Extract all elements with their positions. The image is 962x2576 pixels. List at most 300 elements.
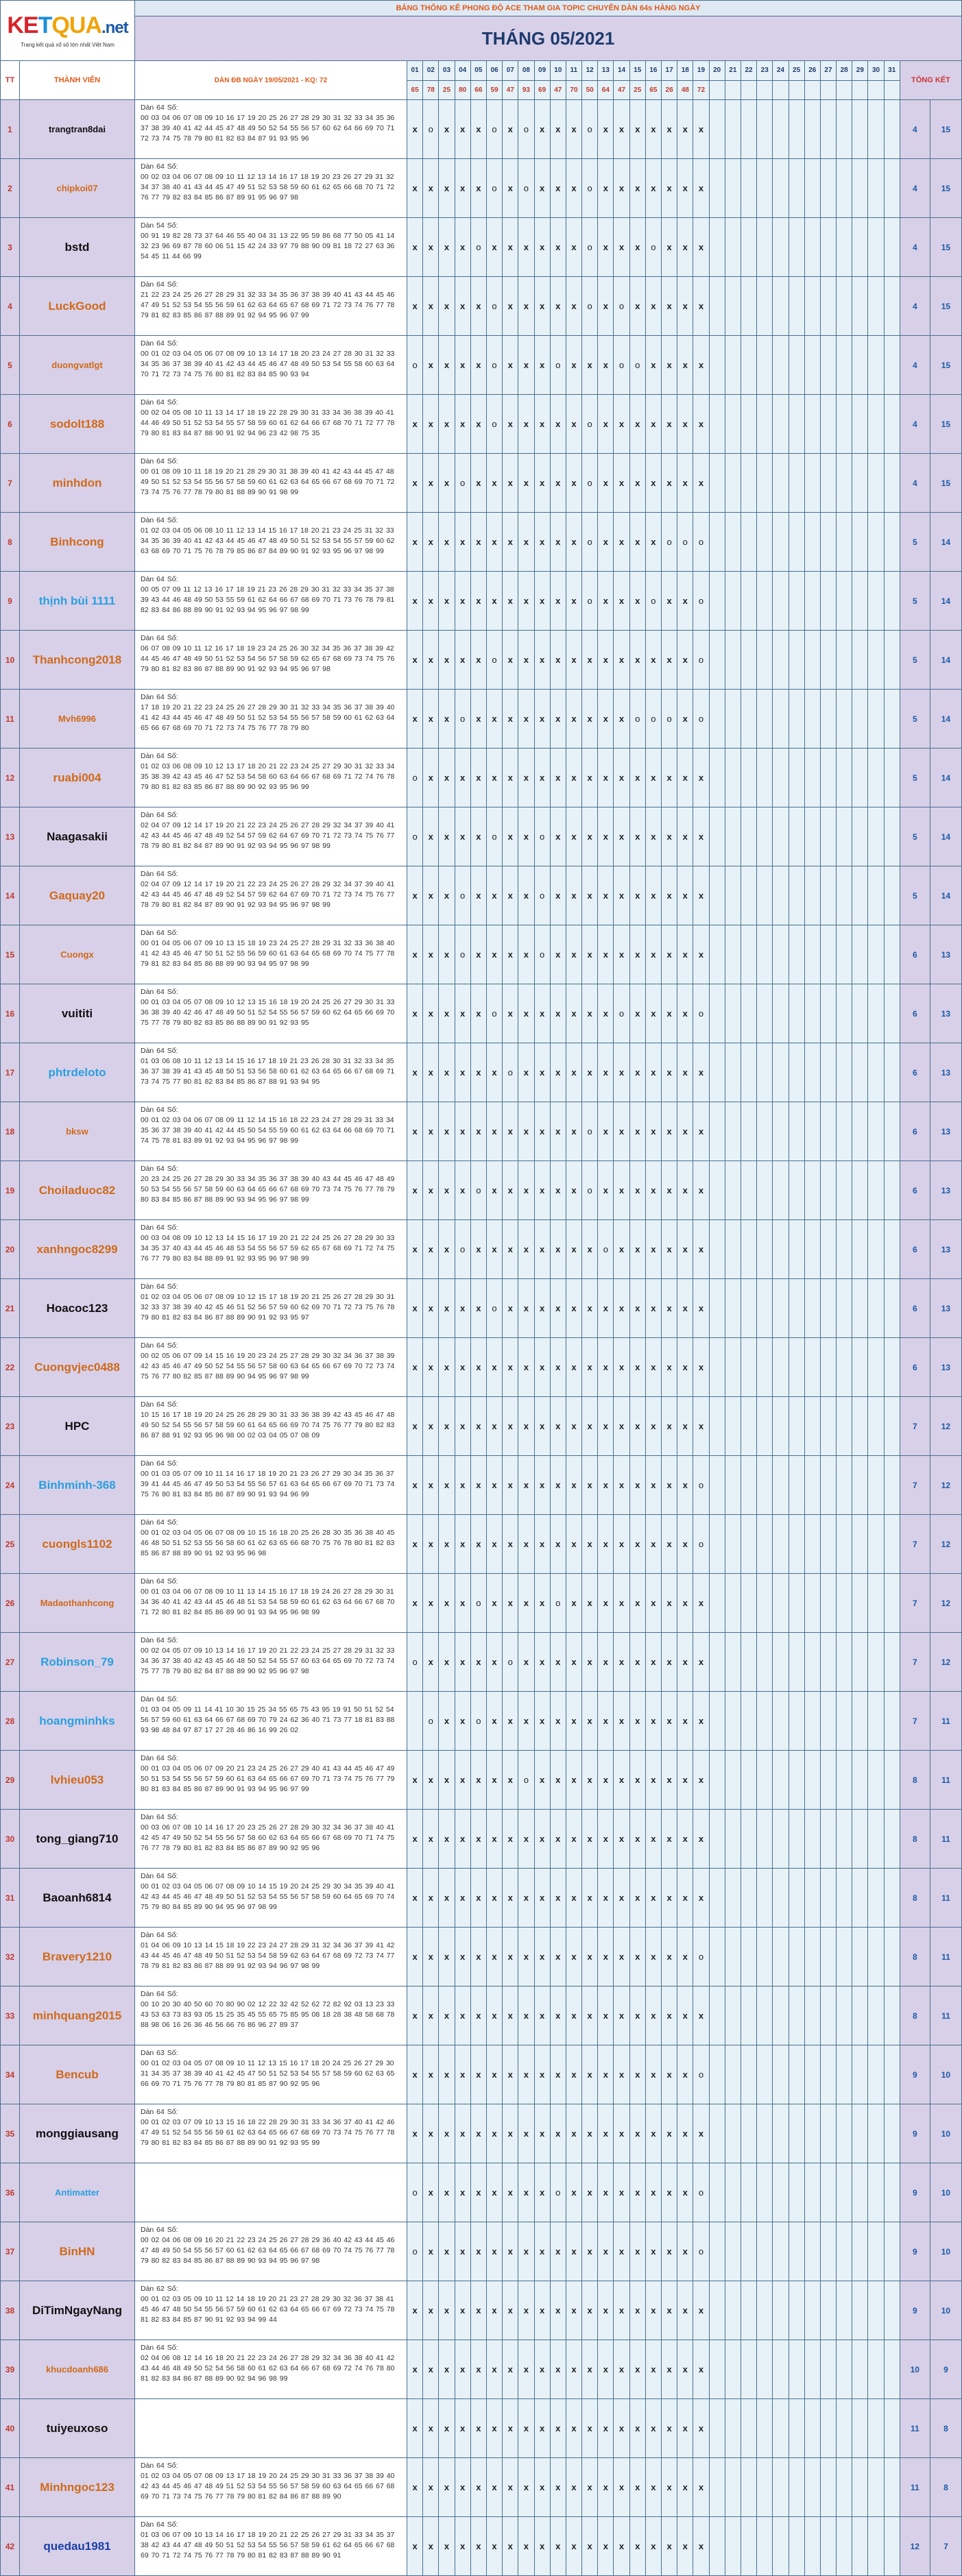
day-mark	[757, 1220, 773, 1279]
member-name[interactable]: khucdoanh686	[20, 2340, 135, 2399]
day-mark	[852, 690, 868, 749]
day-mark	[757, 2104, 773, 2163]
day-mark: x	[423, 807, 439, 866]
member-name[interactable]: quedau1981	[20, 2517, 135, 2576]
dan-numbers	[135, 395, 407, 454]
member-name[interactable]: Thanhcong2018	[20, 631, 135, 690]
day-mark	[837, 1397, 852, 1456]
day-mark: x	[645, 1397, 661, 1456]
day-mark	[773, 513, 789, 572]
dan-numbers	[135, 2163, 407, 2222]
day-mark: x	[455, 1692, 470, 1751]
day-mark: o	[455, 454, 470, 513]
day-mark: x	[566, 1751, 581, 1810]
day-mark	[757, 1692, 773, 1751]
day-mark: x	[566, 690, 581, 749]
total-miss: 6	[900, 1279, 930, 1338]
day-mark: x	[693, 925, 709, 984]
day-mark: x	[629, 2340, 645, 2399]
site-tagline: Trang kết quả xổ số lớn nhất Việt Nam	[21, 42, 115, 48]
day-mark: x	[662, 1279, 677, 1338]
day-mark	[741, 277, 756, 336]
day-mark	[884, 2399, 900, 2458]
member-name[interactable]: Hoacoc123	[20, 1279, 135, 1338]
dan-title: Dàn 64 Số:	[141, 162, 178, 171]
day-mark	[757, 1279, 773, 1338]
day-mark: x	[503, 1456, 518, 1515]
day-mark: x	[693, 336, 709, 395]
dan-title: Dàn 64 Số:	[141, 1872, 178, 1880]
day-mark	[789, 2104, 804, 2163]
member-name[interactable]: Naagasakii	[20, 807, 135, 866]
header-total: TỔNG KẾT	[900, 61, 961, 100]
day-mark: x	[534, 2163, 550, 2222]
day-mark: o	[423, 100, 439, 159]
day-mark: o	[470, 1161, 486, 1220]
dan-list: 00 01 02 03 05 09 10 11 12 14 18 19 20 21 23 27 28 29 30 32 36 37 38 41 45 46 47 48 50 54 55 56 57 59 60 61 62 63 64 65 66 67 69 72 73 74 75 78 81 82 83 84 85 87 90 91 92 93 94 99 44	[141, 2295, 395, 2324]
day-mark	[820, 1043, 836, 1102]
total-miss: 8	[900, 1928, 930, 1986]
dan-title: Dàn 64 Số:	[141, 104, 178, 112]
day-mark	[852, 1928, 868, 1986]
member-name[interactable]: minhquang2015	[20, 1986, 135, 2045]
day-mark	[757, 1869, 773, 1928]
day-mark	[852, 218, 868, 277]
day-mark: x	[439, 1574, 455, 1633]
day-mark	[837, 1515, 852, 1574]
dan-list: 06 07 08 09 10 11 12 16 17 18 19 23 24 25 26 30 32 34 35 36 37 38 39 42 44 45 46 47 48 49 50 51 52 53 54 56 57 58 59 62 65 67 68 69 73 74 75 76 79 80 81 82 83 86 87 88 89 90 91 92 93 94 95 96 97 98	[141, 644, 395, 673]
dan-list: 01 04 06 09 10 13 14 15 18 19 22 23 24 27 28 29 31 32 34 36 37 39 41 42 43 44 45 46 47 48 49 50 51 52 53 54 58 59 62 63 64 67 68 69 72 73 74 77 78 79 81 82 83 86 87 88 89 91 92 93 94 96 97 98 99	[141, 1941, 395, 1970]
day-mark: x	[503, 2517, 518, 2576]
day-mark: x	[614, 2045, 629, 2104]
day-mark	[757, 395, 773, 454]
day-mark: x	[550, 749, 566, 807]
day-mark	[741, 749, 756, 807]
day-mark	[868, 1397, 884, 1456]
dan-numbers	[135, 2281, 407, 2340]
day-mark: x	[423, 336, 439, 395]
row-number: 40	[1, 2399, 20, 2458]
day-mark: x	[662, 218, 677, 277]
day-mark: x	[662, 1869, 677, 1928]
day-mark: x	[614, 1810, 629, 1869]
day-mark: o	[534, 866, 550, 925]
day-mark	[852, 2517, 868, 2576]
member-name[interactable]: Mvh6996	[20, 690, 135, 749]
day-mark: x	[566, 749, 581, 807]
day-mark	[868, 1338, 884, 1397]
total-hit: 12	[930, 1633, 961, 1692]
member-name[interactable]: minhdon	[20, 454, 135, 513]
day-mark: x	[439, 1220, 455, 1279]
day-header: 06	[486, 61, 502, 81]
member-name[interactable]: phtrdeloto	[20, 1043, 135, 1102]
day-mark: o	[582, 218, 598, 277]
day-mark: o	[486, 1279, 502, 1338]
member-name[interactable]: sodolt188	[20, 395, 135, 454]
day-mark	[837, 925, 852, 984]
day-mark	[725, 1751, 741, 1810]
day-mark: x	[598, 1456, 614, 1515]
row-number: 23	[1, 1397, 20, 1456]
dan-title: Dàn 64 Số:	[141, 1813, 178, 1821]
day-mark	[709, 572, 725, 631]
day-mark: x	[503, 1102, 518, 1161]
day-mark: x	[407, 925, 423, 984]
total-miss: 5	[900, 572, 930, 631]
member-name[interactable]: Binhminh-368	[20, 1456, 135, 1515]
day-mark	[804, 1397, 820, 1456]
day-mark	[773, 1456, 789, 1515]
day-result: 48	[677, 80, 693, 100]
day-mark	[709, 631, 725, 690]
day-result	[709, 80, 725, 100]
member-name[interactable]: LuckGood	[20, 277, 135, 336]
day-mark: x	[645, 749, 661, 807]
day-mark: x	[629, 1810, 645, 1869]
day-mark: x	[503, 395, 518, 454]
day-mark: x	[455, 159, 470, 218]
day-mark: x	[407, 1220, 423, 1279]
member-name[interactable]: bstd	[20, 218, 135, 277]
day-mark: x	[518, 1692, 534, 1751]
day-mark	[884, 1338, 900, 1397]
day-mark: x	[566, 1338, 581, 1397]
day-mark: x	[503, 1928, 518, 1986]
dan-list: 00 03 04 08 09 10 12 13 14 15 16 17 19 20 21 22 24 25 26 27 28 29 30 33 34 35 37 40 43 44 45 46 48 53 54 55 56 57 59 62 65 67 68 69 71 72 74 75 76 77 79 80 83 84 88 89 91 92 93 95 96 97 98 99	[141, 1234, 395, 1263]
day-mark	[820, 1456, 836, 1515]
row-number: 30	[1, 1810, 20, 1869]
day-mark	[741, 1102, 756, 1161]
day-mark: x	[550, 2399, 566, 2458]
day-mark: x	[550, 2222, 566, 2281]
member-name[interactable]: Baoanh6814	[20, 1869, 135, 1928]
member-name[interactable]: Gaquay20	[20, 866, 135, 925]
total-hit: 15	[930, 159, 961, 218]
day-mark: x	[470, 631, 486, 690]
member-name[interactable]: lvhieu053	[20, 1751, 135, 1810]
day-mark: x	[550, 100, 566, 159]
total-hit: 10	[930, 2163, 961, 2222]
day-mark	[884, 631, 900, 690]
day-mark: x	[662, 2399, 677, 2458]
dan-title: Dàn 64 Số:	[141, 1636, 178, 1644]
total-hit: 13	[930, 925, 961, 984]
day-mark: x	[645, 1043, 661, 1102]
day-mark: x	[550, 1810, 566, 1869]
day-mark: x	[629, 100, 645, 159]
day-mark	[868, 2517, 884, 2576]
day-result: 65	[407, 80, 423, 100]
day-mark	[789, 866, 804, 925]
day-mark	[741, 395, 756, 454]
day-mark	[884, 2458, 900, 2517]
day-mark: x	[423, 1515, 439, 1574]
day-result: 26	[662, 80, 677, 100]
day-mark	[773, 866, 789, 925]
site-logo[interactable]: KETQUA.net Trang kết quả xổ số lớn nhất Việt Nam	[1, 1, 135, 61]
member-name[interactable]: Madaothanhcong	[20, 1574, 135, 1633]
day-mark: x	[645, 100, 661, 159]
day-result: 66	[470, 80, 486, 100]
day-mark	[868, 1456, 884, 1515]
day-mark	[837, 984, 852, 1043]
day-mark	[725, 159, 741, 218]
day-mark	[773, 2222, 789, 2281]
day-mark	[837, 159, 852, 218]
day-mark: x	[455, 1161, 470, 1220]
day-result: 69	[534, 80, 550, 100]
day-mark: x	[614, 2517, 629, 2576]
total-miss: 7	[900, 1397, 930, 1456]
day-mark: x	[439, 1928, 455, 1986]
member-name[interactable]: Minhngoc123	[20, 2458, 135, 2517]
day-mark	[725, 572, 741, 631]
day-mark	[837, 277, 852, 336]
day-mark: x	[566, 100, 581, 159]
member-name[interactable]: duongvatlgt	[20, 336, 135, 395]
day-mark	[837, 1279, 852, 1338]
day-mark	[820, 513, 836, 572]
day-mark: x	[534, 1810, 550, 1869]
day-mark	[837, 2340, 852, 2399]
day-mark	[789, 925, 804, 984]
day-mark: x	[629, 1161, 645, 1220]
dan-numbers	[135, 807, 407, 866]
table-row	[1, 1869, 962, 1928]
dan-title: Dàn 64 Số:	[141, 929, 178, 937]
day-header: 25	[789, 61, 804, 81]
day-mark: o	[693, 513, 709, 572]
day-mark: o	[582, 395, 598, 454]
day-mark	[757, 866, 773, 925]
day-mark: x	[439, 218, 455, 277]
day-mark: x	[629, 1869, 645, 1928]
day-mark	[884, 100, 900, 159]
day-mark	[741, 2163, 756, 2222]
row-number: 2	[1, 159, 20, 218]
day-mark	[741, 1869, 756, 1928]
day-mark	[741, 218, 756, 277]
day-mark: x	[550, 2045, 566, 2104]
day-mark: x	[677, 1220, 693, 1279]
dan-title: Dàn 64 Số:	[141, 516, 178, 524]
day-mark: x	[534, 1928, 550, 1986]
dan-title: Dàn 64 Số:	[141, 1400, 178, 1409]
table-row	[1, 925, 962, 984]
day-mark: x	[470, 2281, 486, 2340]
total-miss: 4	[900, 159, 930, 218]
day-mark: o	[582, 454, 598, 513]
dan-title: Dàn 64 Số:	[141, 575, 178, 583]
member-name[interactable]: hoangminhks	[20, 1692, 135, 1751]
day-mark: x	[518, 807, 534, 866]
day-mark	[757, 336, 773, 395]
day-mark	[709, 336, 725, 395]
day-mark: x	[470, 925, 486, 984]
member-name[interactable]: DiTimNgayNang	[20, 2281, 135, 2340]
day-mark: o	[693, 572, 709, 631]
day-mark: x	[470, 1810, 486, 1869]
day-mark: x	[439, 159, 455, 218]
day-mark: x	[534, 1456, 550, 1515]
dan-numbers	[135, 1986, 407, 2045]
day-mark: x	[645, 1810, 661, 1869]
day-mark: o	[582, 1161, 598, 1220]
header-tt: TT	[1, 61, 20, 100]
day-mark	[725, 1338, 741, 1397]
day-mark: x	[486, 1220, 502, 1279]
day-mark	[837, 807, 852, 866]
day-mark: x	[439, 1397, 455, 1456]
day-mark: x	[550, 1456, 566, 1515]
day-mark: x	[439, 1810, 455, 1869]
day-mark: x	[629, 513, 645, 572]
day-mark	[757, 1810, 773, 1869]
day-mark: x	[423, 1279, 439, 1338]
day-mark: x	[614, 1161, 629, 1220]
day-mark: x	[534, 631, 550, 690]
day-mark: x	[470, 454, 486, 513]
day-mark: o	[407, 1633, 423, 1692]
day-mark: x	[470, 1515, 486, 1574]
day-mark	[852, 1633, 868, 1692]
total-miss: 7	[900, 1692, 930, 1751]
table-row	[1, 1220, 962, 1279]
day-mark: x	[566, 1928, 581, 1986]
day-mark: x	[486, 690, 502, 749]
member-name[interactable]: thịnh bùi 1111	[20, 572, 135, 631]
day-mark: x	[486, 1515, 502, 1574]
day-mark	[868, 395, 884, 454]
day-mark: x	[598, 749, 614, 807]
day-mark: x	[566, 572, 581, 631]
day-mark	[741, 690, 756, 749]
day-mark: x	[629, 1751, 645, 1810]
total-hit: 8	[930, 2458, 961, 2517]
total-hit: 13	[930, 1338, 961, 1397]
total-hit: 13	[930, 1102, 961, 1161]
day-mark: x	[407, 690, 423, 749]
day-mark: x	[582, 1869, 598, 1928]
day-mark: x	[503, 2399, 518, 2458]
day-mark: x	[677, 2163, 693, 2222]
day-mark: x	[566, 1986, 581, 2045]
member-name[interactable]: Antimatter	[20, 2163, 135, 2222]
day-mark: x	[566, 866, 581, 925]
day-mark: x	[455, 1986, 470, 2045]
day-mark	[773, 2281, 789, 2340]
day-mark: x	[455, 277, 470, 336]
dan-title: Dàn 64 Số:	[141, 1047, 178, 1055]
day-header: 30	[868, 61, 884, 81]
day-mark: x	[470, 1043, 486, 1102]
day-mark: o	[693, 690, 709, 749]
day-mark	[789, 100, 804, 159]
day-mark: x	[566, 336, 581, 395]
day-mark: x	[534, 1633, 550, 1692]
day-mark	[884, 866, 900, 925]
day-mark	[820, 1102, 836, 1161]
day-mark: x	[550, 1692, 566, 1751]
day-mark	[837, 1338, 852, 1397]
total-miss: 5	[900, 513, 930, 572]
member-name[interactable]: bksw	[20, 1102, 135, 1161]
member-name[interactable]: chipkoi07	[20, 159, 135, 218]
member-name[interactable]: cuongls1102	[20, 1515, 135, 1574]
table-row	[1, 2458, 962, 2517]
day-mark: x	[534, 513, 550, 572]
day-mark	[757, 100, 773, 159]
row-number: 27	[1, 1633, 20, 1692]
member-name[interactable]: BinHN	[20, 2222, 135, 2281]
member-name[interactable]: Binhcong	[20, 513, 135, 572]
day-mark: o	[486, 100, 502, 159]
day-mark	[884, 1986, 900, 2045]
day-mark	[884, 159, 900, 218]
day-mark	[789, 1279, 804, 1338]
day-mark	[852, 1869, 868, 1928]
day-mark: x	[677, 1928, 693, 1986]
member-name[interactable]: tuiyeuxoso	[20, 2399, 135, 2458]
member-name[interactable]: Choiladuoc82	[20, 1161, 135, 1220]
day-mark: x	[407, 2458, 423, 2517]
day-mark	[884, 454, 900, 513]
day-result	[820, 80, 836, 100]
day-mark	[789, 749, 804, 807]
day-mark: x	[407, 1986, 423, 2045]
day-mark: x	[662, 1692, 677, 1751]
member-name[interactable]: tong_giang710	[20, 1810, 135, 1869]
day-mark	[804, 1102, 820, 1161]
member-name[interactable]: ruabi004	[20, 749, 135, 807]
member-name[interactable]: HPC	[20, 1397, 135, 1456]
day-mark: x	[518, 690, 534, 749]
member-name[interactable]: trangtran8dai	[20, 100, 135, 159]
day-mark: x	[550, 984, 566, 1043]
day-mark: x	[566, 2458, 581, 2517]
day-mark: x	[662, 159, 677, 218]
day-mark: x	[582, 1574, 598, 1633]
member-name[interactable]: Cuongx	[20, 925, 135, 984]
member-name[interactable]: Robinson_79	[20, 1633, 135, 1692]
day-header: 26	[804, 61, 820, 81]
day-mark	[820, 1986, 836, 2045]
day-mark: x	[423, 2340, 439, 2399]
member-name[interactable]: Cuongvjec0488	[20, 1338, 135, 1397]
member-name[interactable]: Bencub	[20, 2045, 135, 2104]
day-mark	[757, 1751, 773, 1810]
day-mark	[709, 277, 725, 336]
day-header: 29	[852, 61, 868, 81]
row-number: 32	[1, 1928, 20, 1986]
day-mark: x	[439, 749, 455, 807]
day-mark: x	[423, 1633, 439, 1692]
member-name[interactable]: Bravery1210	[20, 1928, 135, 1986]
dan-numbers	[135, 1515, 407, 1574]
total-hit: 14	[930, 572, 961, 631]
member-name[interactable]: vuititi	[20, 984, 135, 1043]
day-mark: x	[645, 2163, 661, 2222]
table-row	[1, 807, 962, 866]
day-mark: x	[439, 513, 455, 572]
day-mark: x	[677, 749, 693, 807]
day-header: 01	[407, 61, 423, 81]
member-name[interactable]: xanhngoc8299	[20, 1220, 135, 1279]
member-name[interactable]: monggiausang	[20, 2104, 135, 2163]
day-mark: x	[439, 690, 455, 749]
day-mark	[725, 2399, 741, 2458]
